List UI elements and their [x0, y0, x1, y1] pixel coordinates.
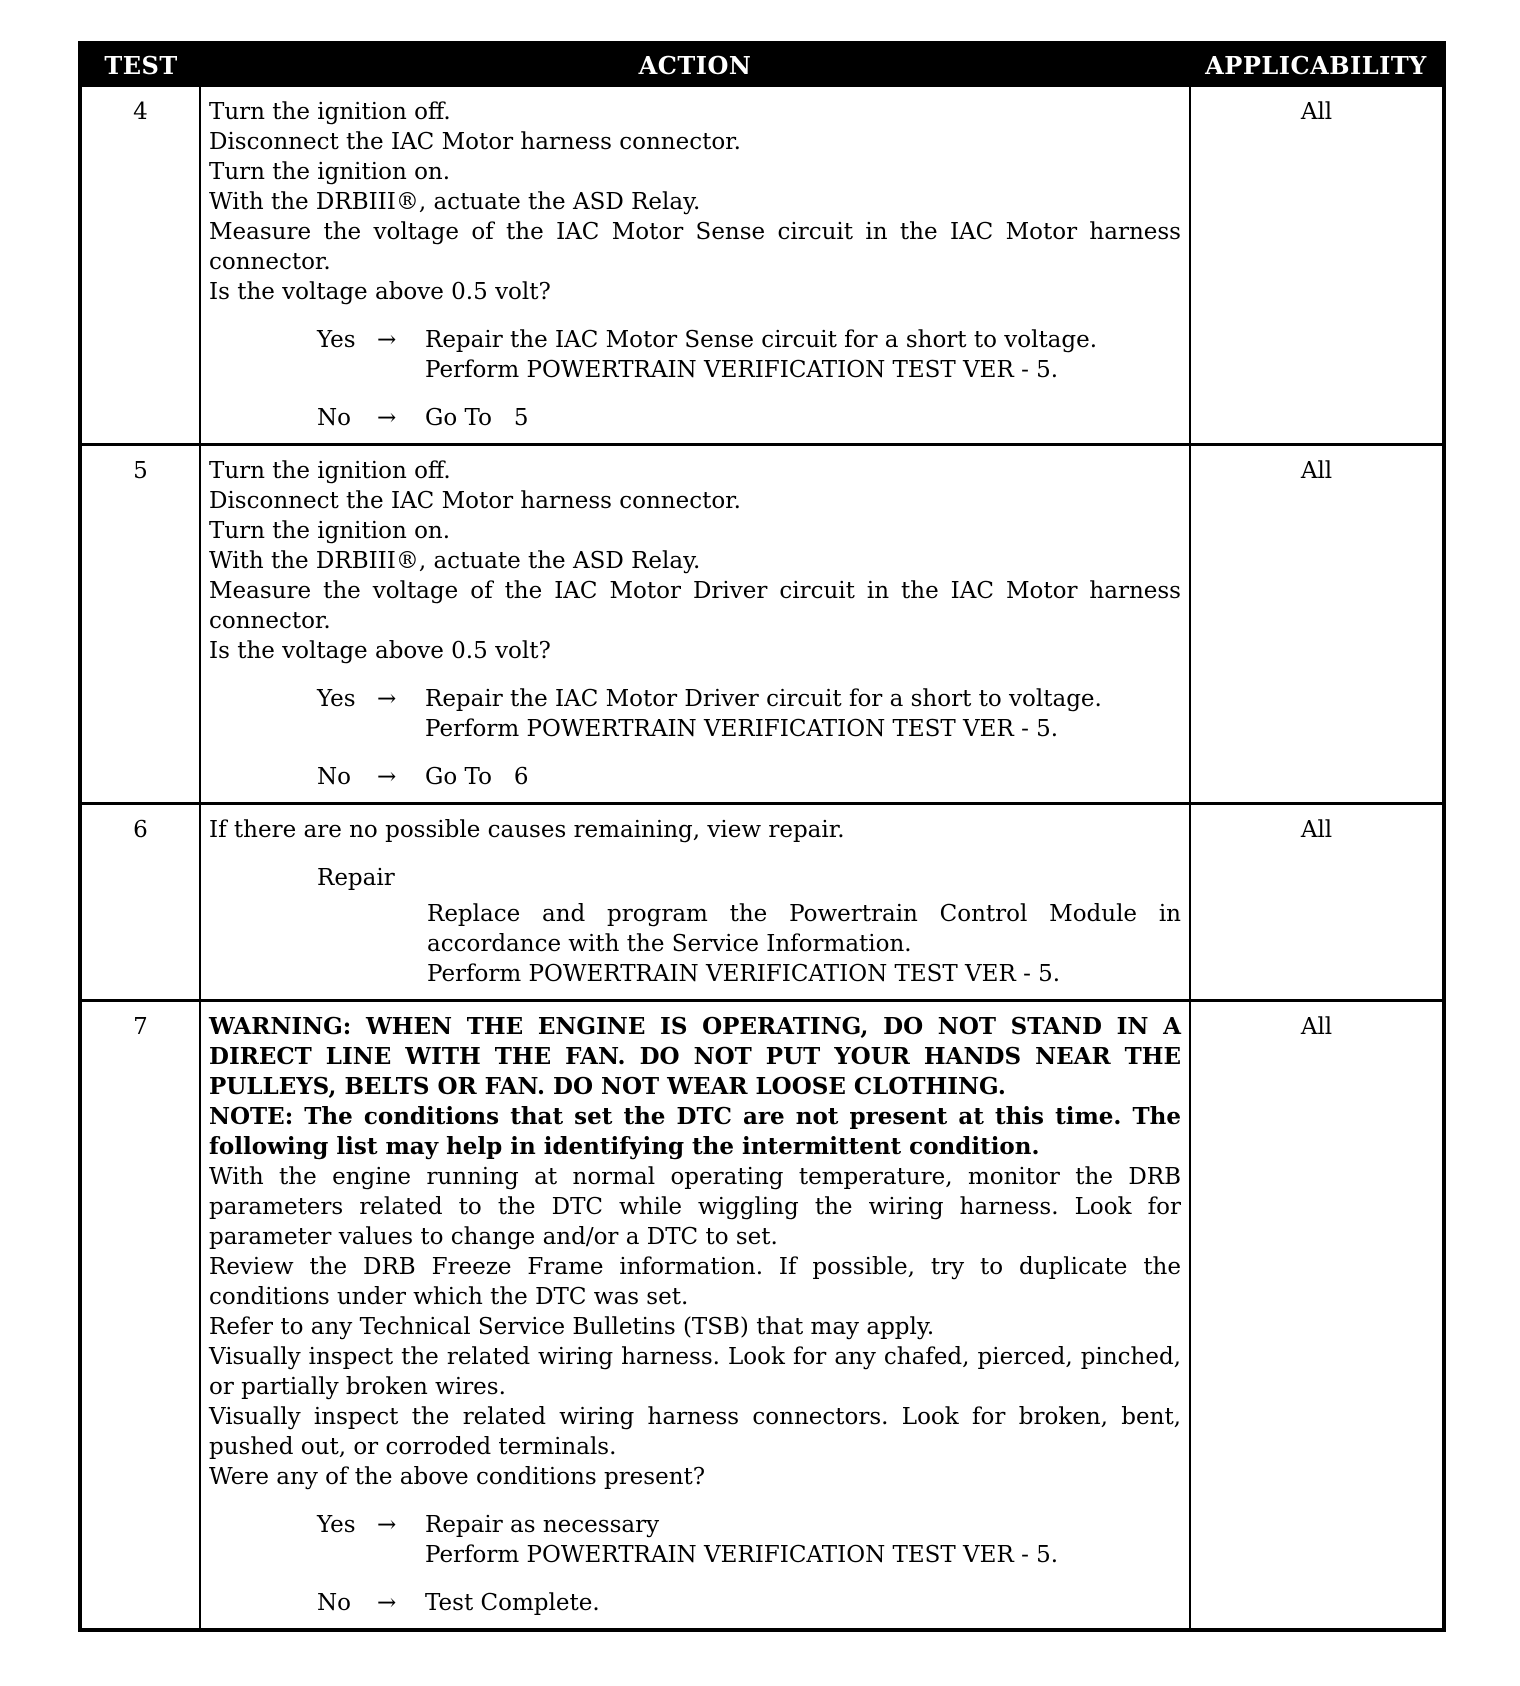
yes-result-line: Repair the IAC Motor Driver circuit for a short to voltage. [425, 686, 1102, 712]
step-text: Refer to any Technical Service Bulletins (TSB) that may apply. [209, 1314, 935, 1340]
step-text: Turn the ignition off. [209, 99, 451, 125]
table-row [80, 86, 1444, 445]
right-arrow-icon: → [377, 764, 397, 790]
test-number: 6 [80, 804, 200, 1001]
test-number: 4 [80, 86, 200, 445]
applicability-value: All [1190, 86, 1444, 445]
header-action: ACTION [200, 43, 1190, 86]
right-arrow-icon: → [377, 686, 397, 712]
warning-text: WARNING: WHEN THE ENGINE IS OPERATING, DO NOT STAND IN A DIRECT LINE WITH THE FAN. DO NOT PUT YOUR HANDS NEAR THE PULLEYS, BELTS OR FAN. DO NOT WEAR LOOSE CLOTHING. [209, 1013, 1181, 1100]
no-label: No [317, 764, 351, 790]
no-result: Test Complete. [425, 1590, 600, 1616]
no-result: Go To 5 [425, 405, 529, 431]
step-text: If there are no possible causes remaining, view repair. [209, 817, 845, 843]
yes-outcome [317, 1510, 1181, 1570]
step-text: Measure the voltage of the IAC Motor Driver circuit in the IAC Motor harness connector. [209, 578, 1181, 634]
no-outcome [317, 762, 1181, 792]
applicability-value: All [1190, 445, 1444, 804]
step-text: Were any of the above conditions present? [209, 1464, 706, 1490]
diagnostic-procedure-page [78, 41, 1442, 1632]
yes-result [425, 325, 1181, 385]
step-text: With the DRBIII®, actuate the ASD Relay. [209, 189, 701, 215]
test-number: 5 [80, 445, 200, 804]
yes-outcome [317, 684, 1181, 744]
table-row [80, 1001, 1444, 1631]
yes-result-line: Perform POWERTRAIN VERIFICATION TEST VER - 5. [425, 716, 1059, 742]
applicability-value: All [1190, 804, 1444, 1001]
diagnostic-table [78, 41, 1446, 1632]
yes-result-line: Perform POWERTRAIN VERIFICATION TEST VER - 5. [425, 357, 1059, 383]
yes-result [425, 1510, 1181, 1570]
test-number: 7 [80, 1001, 200, 1631]
table-row [80, 445, 1444, 804]
no-label: No [317, 405, 351, 431]
right-arrow-icon: → [377, 327, 397, 353]
repair-line: Perform POWERTRAIN VERIFICATION TEST VER - 5. [427, 961, 1061, 987]
action-cell [200, 86, 1190, 445]
yes-outcome [317, 325, 1181, 385]
repair-text [427, 899, 1181, 989]
header-test: TEST [80, 43, 200, 86]
step-text: Turn the ignition off. [209, 458, 451, 484]
table-row [80, 804, 1444, 1001]
right-arrow-icon: → [377, 405, 397, 431]
yes-result-line: Repair the IAC Motor Sense circuit for a short to voltage. [425, 327, 1098, 353]
step-text: Visually inspect the related wiring harness. Look for any chafed, pierced, pinched, or partially broken wires. [209, 1344, 1181, 1400]
repair-label: Repair [317, 865, 395, 891]
step-text: With the engine running at normal operating temperature, monitor the DRB parameters related to the DTC while wiggling the wiring harness. Look for parameter values to change and/or a DTC to set. [209, 1164, 1181, 1250]
applicability-value: All [1190, 1001, 1444, 1631]
right-arrow-icon: → [377, 1590, 397, 1616]
note-text: NOTE: The conditions that set the DTC are not present at this time. The following list may help in identifying the intermittent condition. [209, 1103, 1181, 1160]
yes-result-line: Repair as necessary [425, 1512, 660, 1538]
step-text: Visually inspect the related wiring harness connectors. Look for broken, bent, pushed out, or corroded terminals. [209, 1404, 1181, 1460]
no-label: No [317, 1590, 351, 1616]
step-text: Measure the voltage of the IAC Motor Sense circuit in the IAC Motor harness connector. [209, 219, 1181, 275]
action-cell [200, 804, 1190, 1001]
step-text: Disconnect the IAC Motor harness connector. [209, 129, 741, 155]
right-arrow-icon: → [377, 1512, 397, 1538]
no-result: Go To 6 [425, 764, 529, 790]
yes-label: Yes [317, 686, 356, 712]
action-cell [200, 1001, 1190, 1631]
step-text: Turn the ignition on. [209, 159, 451, 185]
step-text: Is the voltage above 0.5 volt? [209, 279, 551, 305]
step-text: Is the voltage above 0.5 volt? [209, 638, 551, 664]
step-text: Review the DRB Freeze Frame information. If possible, try to duplicate the conditions under which the DTC was set. [209, 1254, 1181, 1310]
no-outcome [317, 403, 1181, 433]
step-text: With the DRBIII®, actuate the ASD Relay. [209, 548, 701, 574]
step-text: Disconnect the IAC Motor harness connector. [209, 488, 741, 514]
yes-label: Yes [317, 1512, 356, 1538]
header-applicability: APPLICABILITY [1190, 43, 1444, 86]
yes-result-line: Perform POWERTRAIN VERIFICATION TEST VER - 5. [425, 1542, 1059, 1568]
repair-block [317, 863, 1181, 989]
repair-line: Replace and program the Powertrain Control Module in accordance with the Service Information. [427, 901, 1181, 957]
yes-label: Yes [317, 327, 356, 353]
yes-result [425, 684, 1181, 744]
action-cell [200, 445, 1190, 804]
no-outcome [317, 1588, 1181, 1618]
table-header [80, 43, 1444, 86]
step-text: Turn the ignition on. [209, 518, 451, 544]
